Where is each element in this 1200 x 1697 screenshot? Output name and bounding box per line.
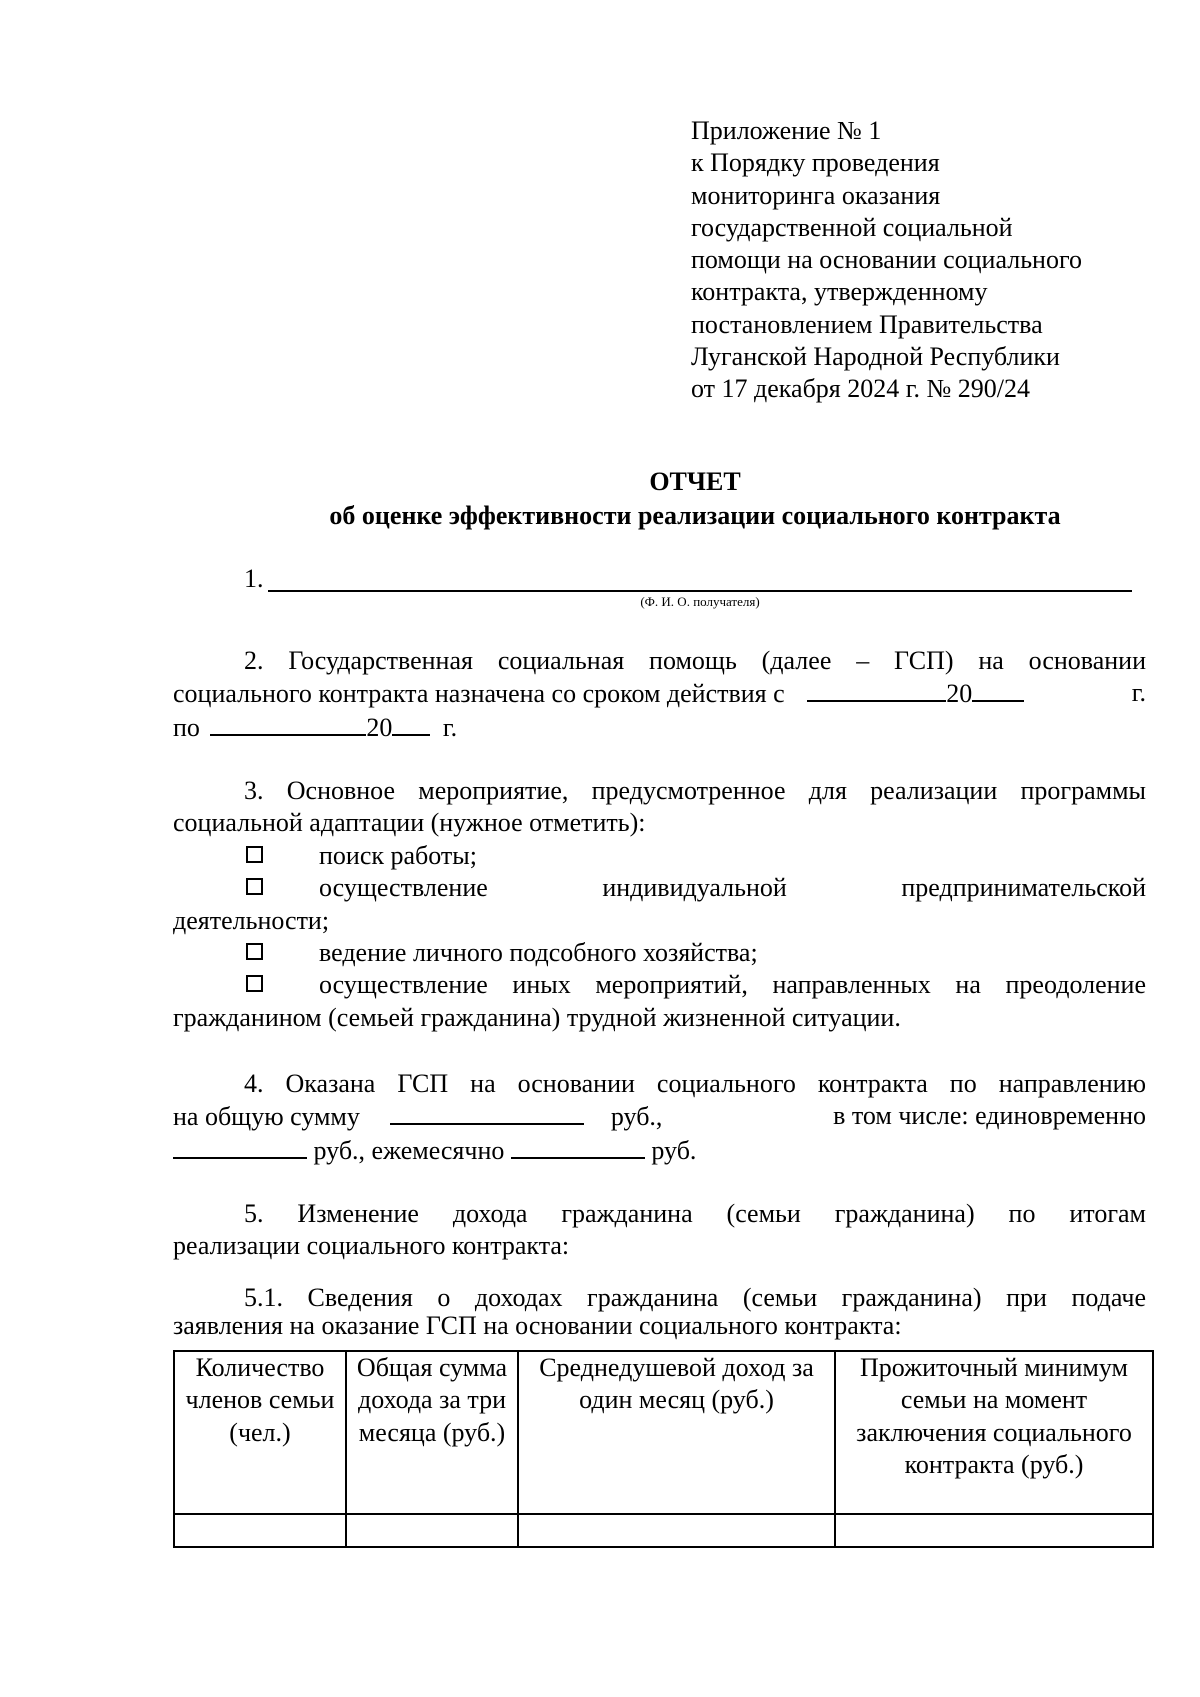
item5-paragraph	[173, 1198, 1146, 1263]
item4-line2-prefix: на общую сумму	[173, 1102, 360, 1132]
appendix-line: к Порядку проведения	[691, 148, 940, 178]
start-year-prefix: 20	[946, 679, 973, 709]
option-label: ведение личного подсобного хозяйства;	[319, 938, 758, 968]
item4-paragraph	[173, 1068, 1146, 1167]
fio-caption: (Ф. И. О. получателя)	[640, 594, 760, 609]
option-other-activities[interactable]	[173, 969, 1146, 1001]
checkbox[interactable]	[246, 846, 263, 863]
item5-1-paragraph	[173, 1284, 1146, 1340]
checkbox[interactable]	[246, 975, 263, 992]
option-label: осуществление иных мероприятий, направленных на преодоление	[319, 970, 1146, 1000]
item2-line1: 2. Государственная социальная помощь (далее – ГСП) на основании	[244, 646, 1146, 675]
item2-paragraph	[173, 645, 1146, 744]
option-label: поиск работы;	[319, 840, 477, 870]
item4-line3-mid: руб., ежемесячно	[313, 1135, 505, 1165]
header-total-income: Общая сумма дохода за три месяца (руб.)	[346, 1351, 518, 1514]
table-cell[interactable]	[174, 1514, 346, 1547]
item4-line1: 4. Оказана ГСП на основании социального контракта по направлению	[244, 1069, 1146, 1098]
end-year-blank[interactable]	[392, 711, 430, 736]
header-subsistence-minimum: Прожиточный минимум семьи на момент заключения социального контракта (руб.)	[835, 1351, 1153, 1514]
checkbox[interactable]	[246, 878, 263, 895]
item3-line2: социальной адаптации (нужное отметить):	[173, 808, 646, 838]
start-date-blank[interactable]	[807, 677, 946, 702]
table-header-row	[174, 1351, 1153, 1514]
item2-line2	[173, 677, 1146, 710]
item4-line2-suffix: в том числе: единовременно	[833, 1101, 1146, 1131]
appendix-line: Приложение № 1	[691, 116, 882, 145]
table-cell[interactable]	[835, 1514, 1153, 1547]
header-family-members: Количество членов семьи (чел.)	[174, 1351, 346, 1514]
item5-1-line2: заявления на оказание ГСП на основании социального контракта:	[173, 1311, 902, 1340]
item5-line1: 5. Изменение дохода гражданина (семьи гражданина) по итогам	[244, 1199, 1146, 1228]
item5-line2: реализации социального контракта:	[173, 1231, 570, 1261]
option-entrepreneurship[interactable]	[173, 872, 1146, 904]
header-per-capita-income: Среднедушевой доход за один месяц (руб.)	[518, 1351, 835, 1514]
appendix-line: мониторинга оказания	[691, 180, 941, 210]
option-job-search[interactable]	[173, 840, 1146, 872]
end-year-suffix: г.	[442, 712, 458, 742]
table-cell[interactable]	[518, 1514, 835, 1547]
item2-line3-prefix: по	[173, 712, 200, 742]
item4-line3-end: руб.	[651, 1135, 697, 1165]
item3-paragraph	[173, 775, 1146, 1034]
title-main: ОТЧЕТ	[649, 467, 741, 496]
option-label: осуществление индивидуальной предпринимательской	[319, 873, 1146, 903]
start-year-suffix: г.	[1131, 678, 1146, 708]
option-household-farming[interactable]	[173, 937, 1146, 969]
fio-blank-line[interactable]	[268, 590, 1132, 592]
option-label-continuation: деятельности;	[173, 905, 330, 935]
table-row	[174, 1514, 1153, 1547]
checkbox[interactable]	[246, 943, 263, 960]
end-year-prefix: 20	[366, 712, 393, 742]
option-label-continuation: гражданином (семьей гражданина) трудной жизненной ситуации.	[173, 1002, 901, 1032]
start-year-blank[interactable]	[972, 677, 1024, 702]
item1-number: 1.	[244, 564, 264, 593]
appendix-line: помощи на основании социального	[691, 245, 1082, 275]
income-table	[173, 1350, 1154, 1548]
document-title	[0, 465, 1200, 533]
item4-line2	[173, 1100, 1146, 1133]
end-date-blank[interactable]	[210, 711, 366, 736]
appendix-line: от 17 декабря 2024 г. № 290/24	[691, 374, 1031, 404]
table-cell[interactable]	[346, 1514, 518, 1547]
item4-line3	[173, 1134, 1146, 1167]
appendix-line: контракта, утвержденному	[691, 277, 988, 307]
item5-1-line1: 5.1. Сведения о доходах гражданина (семьи гражданина) при подаче	[244, 1283, 1146, 1312]
appendix-header	[691, 115, 1161, 406]
appendix-line: постановлением Правительства	[691, 309, 1043, 339]
item2-line3	[173, 711, 1146, 744]
item4-rub: руб.,	[610, 1102, 663, 1132]
monthly-sum-blank[interactable]	[511, 1134, 645, 1159]
title-subtitle: об оценке эффективности реализации социального контракта	[329, 501, 1061, 530]
one-time-sum-blank[interactable]	[173, 1134, 307, 1159]
appendix-line: Луганской Народной Республики	[691, 342, 1060, 372]
item2-line2-text: социального контракта назначена со сроком действия с	[173, 679, 785, 709]
total-sum-blank[interactable]	[390, 1100, 584, 1125]
appendix-line: государственной социальной	[691, 212, 1013, 242]
item3-line1: 3. Основное мероприятие, предусмотренное для реализации программы	[244, 776, 1146, 805]
